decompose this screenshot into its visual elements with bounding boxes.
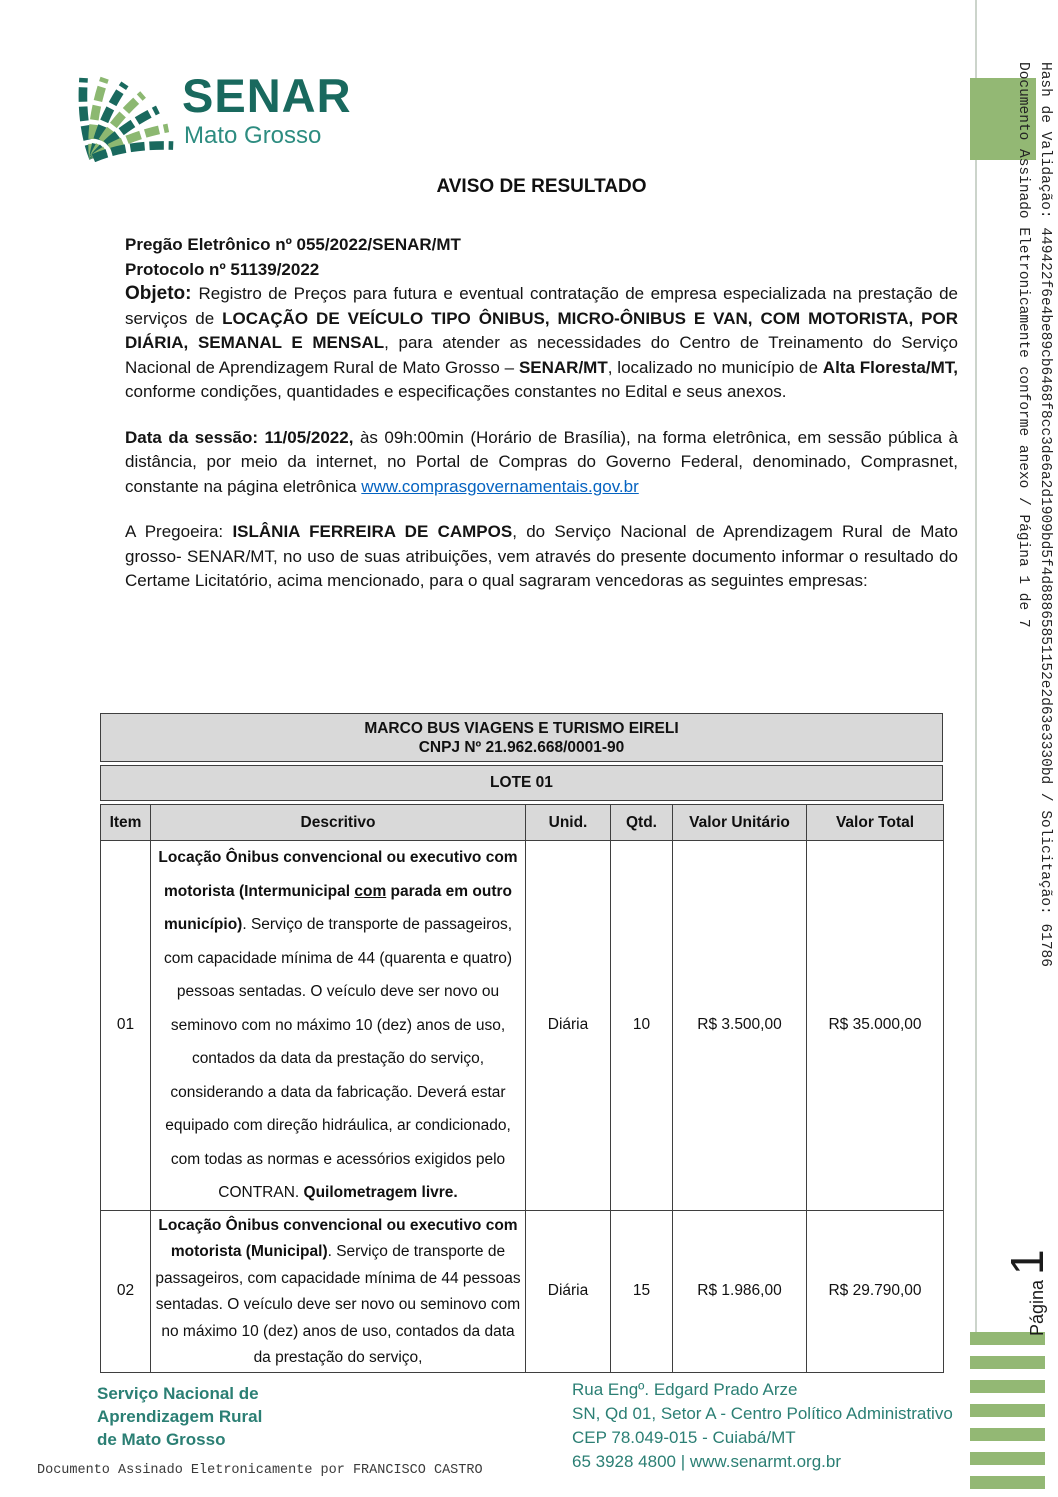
document-body — [125, 233, 958, 594]
logo-subtitle: Mato Grosso — [184, 122, 322, 149]
footer-address — [572, 1378, 953, 1474]
cell-valor-unitario: R$ 3.500,00 — [673, 841, 807, 1211]
table-row — [101, 841, 944, 1211]
footer-address-line: SN, Qd 01, Setor A - Centro Político Administrativo — [572, 1404, 953, 1423]
col-valor-total: Valor Total — [807, 805, 944, 841]
sidebar-green-stripes — [970, 1332, 1045, 1497]
cell-descritivo: Locação Ônibus convencional ou executivo com motorista (Municipal). Serviço de transporte de passageiros, com capacidade mínima de 44 pessoas sentadas. O veículo deve ser novo ou seminovo com no máximo 10 (dez) anos de uso, contados da data da prestação do serviço, — [151, 1210, 526, 1372]
signed-by-line: Documento Assinado Eletronicamente por FRANCISCO CASTRO — [37, 1463, 483, 1478]
col-descritivo: Descritivo — [151, 805, 526, 841]
cell-valor-unitario: R$ 1.986,00 — [673, 1210, 807, 1372]
spacer — [125, 499, 958, 520]
footer-org-line: Serviço Nacional de — [97, 1384, 259, 1403]
footer-address-line: 65 3928 4800 | www.senarmt.org.br — [572, 1452, 842, 1471]
footer-address-line: CEP 78.049-015 - Cuiabá/MT — [572, 1428, 796, 1447]
results-table — [100, 713, 943, 1373]
senar-logo — [78, 64, 408, 164]
objeto-paragraph: Objeto: Registro de Preços para futura e eventual contratação de empresa especializada na prestação de serviços de LOCAÇÃO DE VEÍCULO TIPO ÔNIBUS, MICRO-ÔNIBUS E VAN, COM MOTORISTA, POR DIÁRIA, SEMANAL E MENSAL, para atender as necessidades do Centro de Treinamento do Serviço Nacional de Aprendizagem Rural de Mato Grosso – SENAR/MT, localizado no município de Alta Floresta/MT, conforme condições, quantidades e especificações constantes no Edital e seus anexos. — [125, 283, 959, 401]
table-row — [101, 1210, 944, 1372]
page-word: Página — [1027, 1274, 1047, 1336]
footer-org-line: de Mato Grosso — [97, 1430, 226, 1449]
cell-unid: Diária — [526, 1210, 611, 1372]
cell-item: 01 — [101, 841, 151, 1211]
pregao-line: Pregão Eletrônico nº 055/2022/SENAR/MT — [125, 235, 461, 254]
spacer — [125, 405, 958, 426]
compras-gov-link[interactable]: www.comprasgovernamentais.gov.br — [361, 476, 639, 496]
cell-item: 02 — [101, 1210, 151, 1372]
page-number — [1000, 1249, 1054, 1336]
company-cnpj: CNPJ Nº 21.962.668/0001-90 — [418, 739, 625, 756]
cell-qtd: 10 — [611, 841, 673, 1211]
table-lote-header: LOTE 01 — [100, 765, 943, 801]
sidebar-divider — [975, 0, 977, 1497]
footer-address-line: Rua Engº. Edgard Prado Arze — [572, 1380, 798, 1399]
cell-unid: Diária — [526, 841, 611, 1211]
footer-org — [97, 1382, 262, 1451]
signature-statement-vertical: Documento Assinado Eletronicamente conforme anexo / Página 1 de 7 — [1015, 62, 1031, 628]
col-qtd: Qtd. — [611, 805, 673, 841]
pregoeira-paragraph: A Pregoeira: ISLÂNIA FERREIRA DE CAMPOS, do Serviço Nacional de Aprendizagem Rural de Mato grosso- SENAR/MT, no uso de suas atribuições, vem através do presente documento informar o resultado do Certame Licitatório, acima mencionado, para o qual sagraram vencedoras as seguintes empresas: — [125, 522, 958, 590]
cell-valor-total: R$ 35.000,00 — [807, 841, 944, 1211]
protocolo-line: Protocolo nº 51139/2022 — [125, 259, 320, 279]
col-unid: Unid. — [526, 805, 611, 841]
logo-wordmark: SENAR — [182, 69, 352, 122]
company-name: MARCO BUS VIAGENS E TURISMO EIRELI — [364, 720, 679, 737]
col-valor-unitario: Valor Unitário — [673, 805, 807, 841]
cell-descritivo: Locação Ônibus convencional ou executivo com motorista (Intermunicipal com parada em outro município). Serviço de transporte de passageiros, com capacidade mínima de 44 (quarenta e quatro) pessoas sentadas. O veículo deve ser novo ou seminovo com no máximo 10 (dez) anos de uso, contados da data da prestação do serviço, considerando a data da fabricação. Deverá estar equipado com direção hidráulica, ar condicionado, com todas as normas e acessórios exigidos pelo CONTRAN. Quilometragem livre. — [151, 841, 526, 1211]
cell-valor-total: R$ 29.790,00 — [807, 1210, 944, 1372]
page-number-value: 1 — [1001, 1249, 1053, 1275]
table-header-row — [101, 805, 944, 841]
validation-hash-vertical: Hash de Validação: 449422f6e4be89cb6468f8cc3de6a2d1909bd5f4d88865851152e2d63e3330bd / Solicitação: 61786 — [1037, 62, 1053, 967]
table-grid — [100, 804, 944, 1373]
col-item: Item — [101, 805, 151, 841]
sessao-paragraph: Data da sessão: 11/05/2022, às 09h:00min (Horário de Brasília), na forma eletrônica, em sessão pública à distância, por meio da internet, no Portal de Compras do Governo Federal, denominado, Comprasnet, constante na página eletrônica www.comprasgovernamentais.gov.br — [125, 427, 958, 496]
footer-org-line: Aprendizagem Rural — [97, 1407, 263, 1426]
page-title: AVISO DE RESULTADO — [436, 176, 647, 197]
cell-qtd: 15 — [611, 1210, 673, 1372]
senar-logo-icon — [78, 64, 178, 162]
table-company-header — [100, 713, 943, 762]
